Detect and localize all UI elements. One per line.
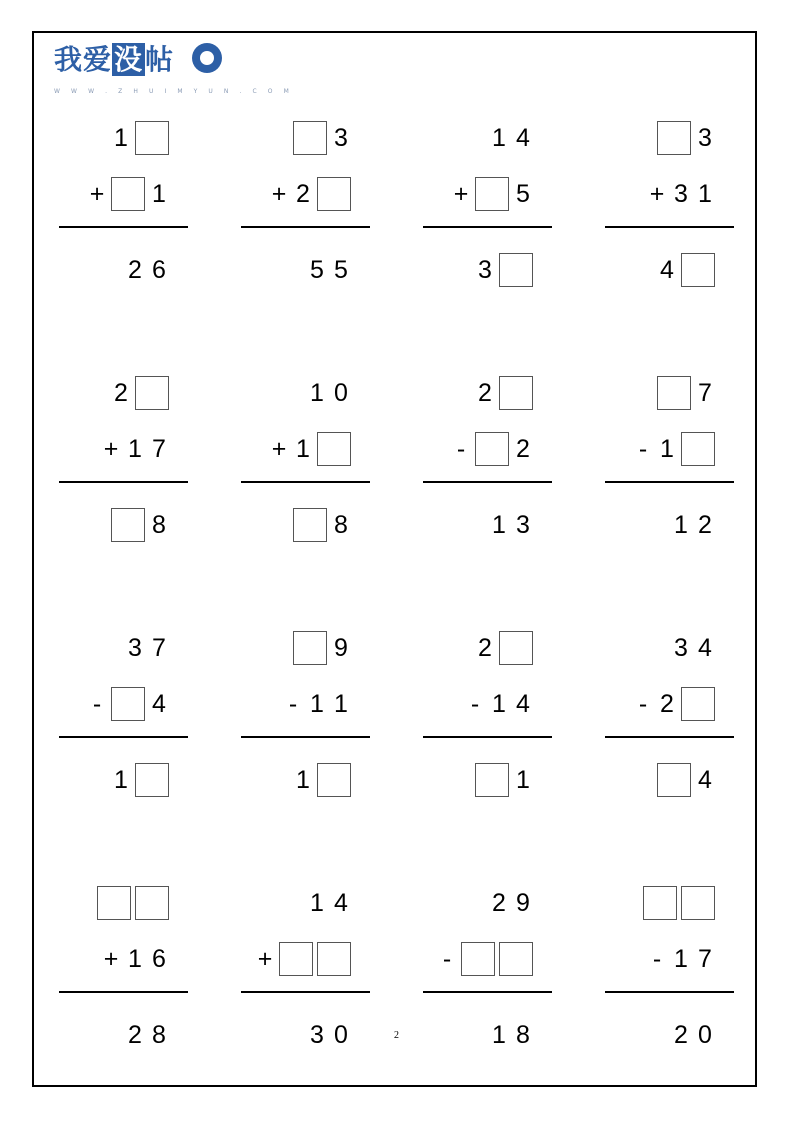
bottom-row <box>267 174 353 214</box>
sum-line <box>423 736 552 738</box>
digit: 8 <box>152 1021 166 1049</box>
bottom-row <box>85 174 171 214</box>
answer-box[interactable] <box>475 177 509 211</box>
problem-7 <box>423 379 552 555</box>
digit: 7 <box>152 634 166 662</box>
answer-box[interactable] <box>657 763 691 797</box>
digit: 1 <box>674 511 688 539</box>
problem-2 <box>241 124 370 300</box>
result-row <box>305 250 353 290</box>
top-row <box>655 118 717 158</box>
top-row <box>655 373 717 413</box>
top-row <box>305 883 353 923</box>
operator: - <box>652 945 662 973</box>
digit: 2 <box>128 256 142 284</box>
top-row <box>291 118 353 158</box>
bottom-row <box>99 429 171 469</box>
sum-line <box>423 991 552 993</box>
digit: 4 <box>152 690 166 718</box>
digit: 3 <box>310 1021 324 1049</box>
top-row <box>669 628 717 668</box>
sum-line <box>241 991 370 993</box>
sum-line <box>241 736 370 738</box>
problem-5 <box>59 379 188 555</box>
digit: 1 <box>128 945 142 973</box>
digit: 1 <box>698 180 712 208</box>
digit: 5 <box>516 180 530 208</box>
digit: 1 <box>492 1021 506 1049</box>
digit: 1 <box>492 124 506 152</box>
digit: 1 <box>674 945 688 973</box>
result-row <box>473 760 535 800</box>
digit: 0 <box>334 1021 348 1049</box>
answer-box[interactable] <box>317 763 351 797</box>
digit: 7 <box>152 435 166 463</box>
bottom-row <box>85 684 171 724</box>
digit: 7 <box>698 379 712 407</box>
digit: 1 <box>310 889 324 917</box>
answer-box[interactable] <box>681 687 715 721</box>
bottom-row <box>99 939 171 979</box>
logo-text: 我爱没帖 <box>54 43 175 76</box>
result-row <box>473 250 535 290</box>
sum-line <box>59 226 188 228</box>
problem-8 <box>605 379 734 555</box>
result-row <box>291 505 353 545</box>
digit: 1 <box>492 690 506 718</box>
digit: 4 <box>698 766 712 794</box>
digit: 4 <box>698 634 712 662</box>
operator: - <box>92 690 102 718</box>
answer-box[interactable] <box>643 886 677 920</box>
digit: 2 <box>296 180 310 208</box>
top-row <box>109 373 171 413</box>
operator: - <box>456 435 466 463</box>
operator: - <box>470 690 480 718</box>
answer-box[interactable] <box>111 177 145 211</box>
answer-box[interactable] <box>279 942 313 976</box>
result-row <box>291 760 353 800</box>
sum-line <box>605 991 734 993</box>
digit: 3 <box>128 634 142 662</box>
sum-line <box>423 226 552 228</box>
bottom-row <box>645 939 717 979</box>
bottom-row <box>281 684 353 724</box>
problem-13 <box>59 905 188 1065</box>
digit: 2 <box>128 1021 142 1049</box>
top-row <box>123 628 171 668</box>
bottom-row <box>631 429 717 469</box>
sum-line <box>605 481 734 483</box>
answer-box[interactable] <box>681 253 715 287</box>
answer-box[interactable] <box>135 376 169 410</box>
sum-line <box>423 481 552 483</box>
digit: 0 <box>698 1021 712 1049</box>
digit: 4 <box>334 889 348 917</box>
top-row <box>487 118 535 158</box>
operator: + <box>453 180 469 208</box>
digit: 9 <box>334 634 348 662</box>
answer-box[interactable] <box>97 886 131 920</box>
answer-box[interactable] <box>499 376 533 410</box>
sum-line <box>59 736 188 738</box>
answer-box[interactable] <box>293 121 327 155</box>
result-row <box>655 250 717 290</box>
result-row <box>655 760 717 800</box>
answer-box[interactable] <box>293 508 327 542</box>
problem-6 <box>241 379 370 555</box>
problem-16 <box>605 905 734 1065</box>
answer-box[interactable] <box>135 121 169 155</box>
result-row <box>123 250 171 290</box>
top-row <box>641 883 717 923</box>
result-row <box>669 505 717 545</box>
answer-box[interactable] <box>135 886 169 920</box>
digit: 1 <box>296 766 310 794</box>
problem-15 <box>423 889 552 1065</box>
digit: 8 <box>516 1021 530 1049</box>
digit: 6 <box>152 945 166 973</box>
digit: 1 <box>114 766 128 794</box>
page-number: 2 <box>394 1030 399 1041</box>
sum-line <box>59 991 188 993</box>
operator: - <box>638 435 648 463</box>
logo-badge-icon <box>192 43 222 73</box>
problem-9 <box>59 634 188 810</box>
digit: 3 <box>674 180 688 208</box>
digit: 1 <box>310 379 324 407</box>
problem-4 <box>605 124 734 300</box>
sum-line <box>605 736 734 738</box>
digit: 1 <box>334 690 348 718</box>
digit: 1 <box>128 435 142 463</box>
digit: 4 <box>516 690 530 718</box>
operator: + <box>649 180 665 208</box>
digit: 1 <box>492 511 506 539</box>
digit: 7 <box>698 945 712 973</box>
digit: 3 <box>478 256 492 284</box>
answer-box[interactable] <box>111 508 145 542</box>
digit: 1 <box>660 435 674 463</box>
top-row <box>109 118 171 158</box>
top-row <box>473 373 535 413</box>
answer-box[interactable] <box>499 942 533 976</box>
problem-14 <box>241 889 370 1065</box>
answer-box[interactable] <box>317 432 351 466</box>
digit: 3 <box>674 634 688 662</box>
digit: 5 <box>310 256 324 284</box>
answer-box[interactable] <box>499 631 533 665</box>
digit: 6 <box>152 256 166 284</box>
digit: 9 <box>516 889 530 917</box>
digit: 2 <box>492 889 506 917</box>
operator: + <box>271 180 287 208</box>
digit: 1 <box>114 124 128 152</box>
sum-line <box>605 226 734 228</box>
answer-box[interactable] <box>317 177 351 211</box>
sum-line <box>241 481 370 483</box>
sum-line <box>241 226 370 228</box>
digit: 1 <box>152 180 166 208</box>
problem-11 <box>423 634 552 810</box>
digit: 2 <box>698 511 712 539</box>
digit: 0 <box>334 379 348 407</box>
top-row <box>305 373 353 413</box>
bottom-row <box>267 429 353 469</box>
operator: + <box>103 945 119 973</box>
operator: - <box>442 945 452 973</box>
digit: 3 <box>516 511 530 539</box>
top-row <box>487 883 535 923</box>
top-row <box>473 628 535 668</box>
digit: 8 <box>152 511 166 539</box>
bottom-row <box>645 174 717 214</box>
answer-box[interactable] <box>293 631 327 665</box>
operator: + <box>103 435 119 463</box>
digit: 2 <box>674 1021 688 1049</box>
logo-url: W W W . Z H U I M Y U N . C O M <box>54 88 294 95</box>
digit: 2 <box>478 634 492 662</box>
answer-box[interactable] <box>111 687 145 721</box>
answer-box[interactable] <box>475 432 509 466</box>
operator: - <box>638 690 648 718</box>
answer-box[interactable] <box>461 942 495 976</box>
bottom-row <box>253 939 353 979</box>
problem-10 <box>241 634 370 810</box>
result-row <box>487 505 535 545</box>
digit: 3 <box>698 124 712 152</box>
digit: 2 <box>478 379 492 407</box>
answer-box[interactable] <box>657 121 691 155</box>
answer-box[interactable] <box>681 432 715 466</box>
operator: + <box>89 180 105 208</box>
top-row <box>95 883 171 923</box>
sum-line <box>59 481 188 483</box>
digit: 2 <box>660 690 674 718</box>
top-row <box>291 628 353 668</box>
digit: 3 <box>334 124 348 152</box>
digit: 4 <box>660 256 674 284</box>
bottom-row <box>631 684 717 724</box>
digit: 1 <box>296 435 310 463</box>
operator: - <box>288 690 298 718</box>
digit: 2 <box>114 379 128 407</box>
answer-box[interactable] <box>317 942 351 976</box>
answer-box[interactable] <box>657 376 691 410</box>
digit: 5 <box>334 256 348 284</box>
operator: + <box>271 435 287 463</box>
bottom-row <box>449 174 535 214</box>
digit: 2 <box>516 435 530 463</box>
bottom-row <box>449 429 535 469</box>
digit: 1 <box>516 766 530 794</box>
operator: + <box>257 945 273 973</box>
problem-1 <box>59 124 188 300</box>
answer-box[interactable] <box>135 763 169 797</box>
digit: 8 <box>334 511 348 539</box>
answer-box[interactable] <box>475 763 509 797</box>
bottom-row <box>463 684 535 724</box>
digit: 4 <box>516 124 530 152</box>
answer-box[interactable] <box>681 886 715 920</box>
digit: 1 <box>310 690 324 718</box>
result-row <box>109 760 171 800</box>
result-row <box>109 505 171 545</box>
problem-3 <box>423 124 552 300</box>
answer-box[interactable] <box>499 253 533 287</box>
problem-12 <box>605 634 734 810</box>
bottom-row <box>435 939 535 979</box>
